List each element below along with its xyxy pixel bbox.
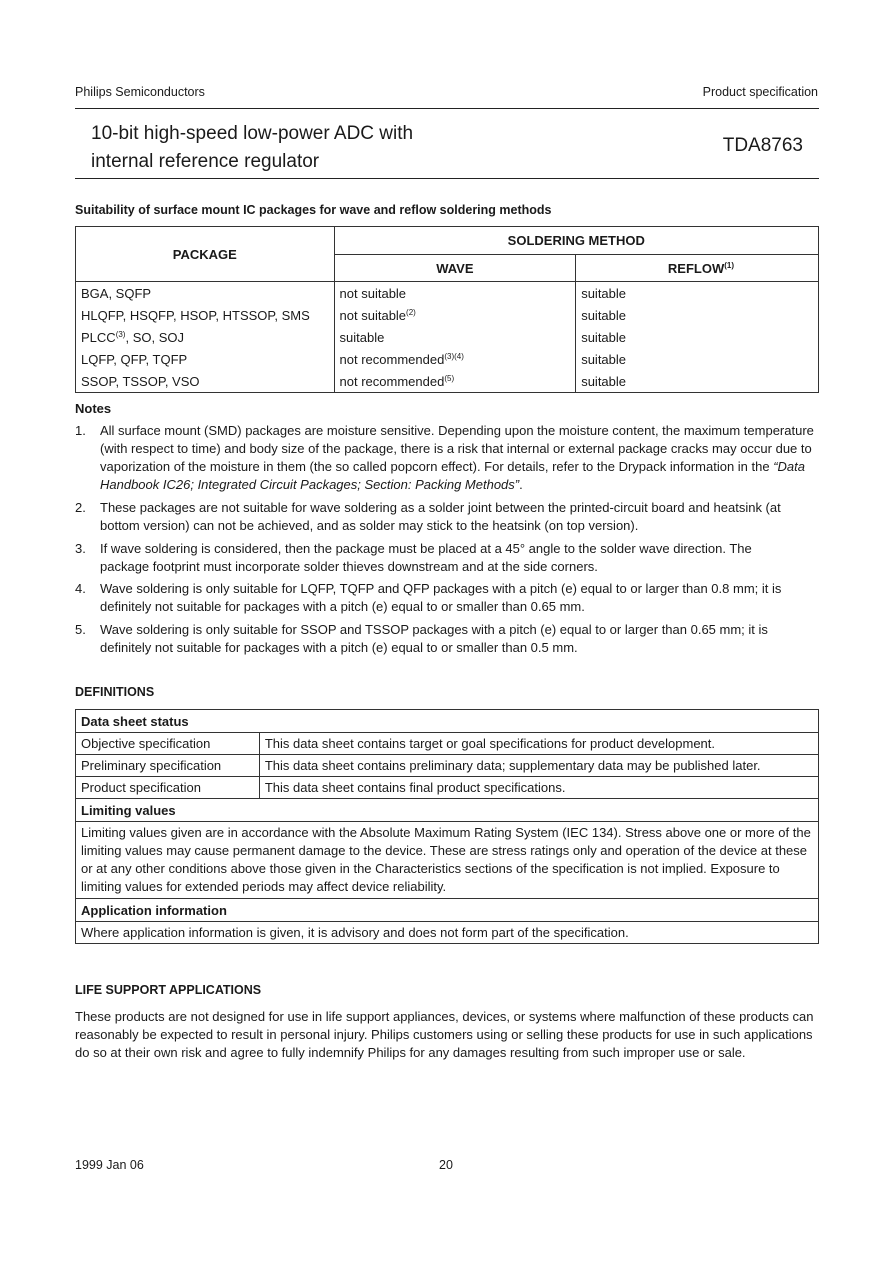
application-information-heading: Application information	[76, 899, 819, 922]
package-cell: SSOP, TSSOP, VSO	[76, 370, 335, 393]
wave-cell: suitable	[334, 326, 576, 348]
life-support-text: These products are not designed for use in life support appliances, devices, or systems where malfunction of these products can reasonably be expected to result in personal injury. Philips customers using or selling these products for use in such applications do so at their own risk and agree to fully indemnify Philips for any damages resulting from such improper use or sale.	[75, 1009, 814, 1060]
table-row	[76, 326, 819, 348]
package-cell: LQFP, QFP, TQFP	[76, 348, 335, 370]
wave-cell: not recommended$^{(5)}$	[334, 370, 576, 393]
status-term: Preliminary specification	[76, 755, 260, 777]
col-header-wave: WAVE	[334, 255, 576, 282]
footer-date: 1999 Jan 06	[75, 1158, 144, 1172]
note-item: 1. All surface mount (SMD) packages are moisture sensitive. Depending upon the moisture content, the maximum temperature (with respect to time) and body size of the package, there is a risk that internal or external package cracks may occur due to vaporization of the moisture in them (the so called popcorn effect). For details, refer to the Drypack information in the “Data Handbook IC26; Integrated Circuit Packages; Section: Packing Methods”.	[75, 423, 814, 492]
status-term: Product specification	[76, 777, 260, 799]
header-rule-bottom	[75, 178, 819, 179]
company-name: Philips Semiconductors	[75, 85, 205, 99]
note-item: 3. If wave soldering is considered, then the package must be placed at a 45° angle to the solder wave direction. The package footprint must incorporate solder thieves downstream and at the side corners.	[75, 541, 752, 574]
table-row	[76, 282, 819, 305]
status-description: This data sheet contains target or goal specifications for product development.	[259, 733, 818, 755]
definitions-table	[75, 709, 819, 944]
data-sheet-status-heading: Data sheet status	[76, 710, 819, 733]
col-header-soldering-method: SOLDERING METHOD	[334, 227, 818, 255]
notes-title: Notes	[75, 401, 112, 416]
document-title	[91, 120, 413, 176]
life-support-title: LIFE SUPPORT APPLICATIONS	[75, 983, 262, 997]
definitions-title: DEFINITIONS	[75, 685, 155, 699]
note-item: 2. These packages are not suitable for wave soldering as a solder joint between the printed-circuit board and heatsink (at bottom version) can not be achieved, and as solder may stick to the heatsink (on top version).	[75, 500, 781, 533]
status-description: This data sheet contains preliminary data; supplementary data may be published later.	[259, 755, 818, 777]
reflow-cell: suitable	[576, 348, 819, 370]
title-line-1: 10-bit high-speed low-power ADC with	[91, 123, 414, 144]
col-header-reflow: REFLOW$^{(1)}$	[576, 255, 819, 282]
package-cell: BGA, SQFP	[76, 282, 335, 305]
application-information-text: Where application information is given, it is advisory and does not form part of the specification.	[76, 922, 819, 944]
limiting-values-heading: Limiting values	[76, 799, 819, 822]
wave-cell: not suitable	[334, 282, 576, 305]
wave-cell: not recommended$^{(3)(4)}$	[334, 348, 576, 370]
table-row	[76, 733, 819, 755]
status-term: Objective specification	[76, 733, 260, 755]
package-cell: PLCC$^{(3)}$, SO, SOJ	[76, 326, 335, 348]
part-number: TDA8763	[722, 135, 803, 156]
page-number: 20	[439, 1158, 453, 1172]
document-type: Product specification	[702, 85, 818, 99]
reflow-cell: suitable	[576, 304, 819, 326]
soldering-table-caption: Suitability of surface mount IC packages for wave and reflow soldering methods	[75, 203, 552, 217]
header-rule-top	[75, 108, 819, 109]
note-item: 5. Wave soldering is only suitable for SSOP and TSSOP packages with a pitch (e) equal to or larger than 0.65 mm; it is definitely not suitable for packages with a pitch (e) equal to or smaller than 0.5 mm.	[75, 622, 768, 655]
reflow-cell: suitable	[576, 370, 819, 393]
table-row	[76, 348, 819, 370]
table-row	[76, 370, 819, 393]
wave-cell: not suitable$^{(2)}$	[334, 304, 576, 326]
reflow-cell: suitable	[576, 282, 819, 305]
soldering-table	[75, 226, 819, 393]
limiting-values-text: Limiting values given are in accordance with the Absolute Maximum Rating System (IEC 134). Stress above one or more of the limiting values may cause permanent damage to the device. These are stress ratings only and operation of the device at these or at any other conditions above those given in the Characteristics sections of the specification is not implied. Exposure to limiting values for extended periods may affect device reliability.	[76, 822, 819, 899]
table-row	[76, 777, 819, 799]
status-description: This data sheet contains final product specifications.	[259, 777, 818, 799]
table-row	[76, 304, 819, 326]
package-cell: HLQFP, HSQFP, HSOP, HTSSOP, SMS	[76, 304, 335, 326]
reflow-cell: suitable	[576, 326, 819, 348]
note-item: 4. Wave soldering is only suitable for LQFP, TQFP and QFP packages with a pitch (e) equal to or larger than 0.8 mm; it is definitely not suitable for packages with a pitch (e) equal to or smaller than 0.65 mm.	[75, 581, 782, 614]
title-line-2: internal reference regulator	[91, 151, 320, 172]
table-row	[76, 755, 819, 777]
col-header-package: PACKAGE	[76, 227, 335, 282]
